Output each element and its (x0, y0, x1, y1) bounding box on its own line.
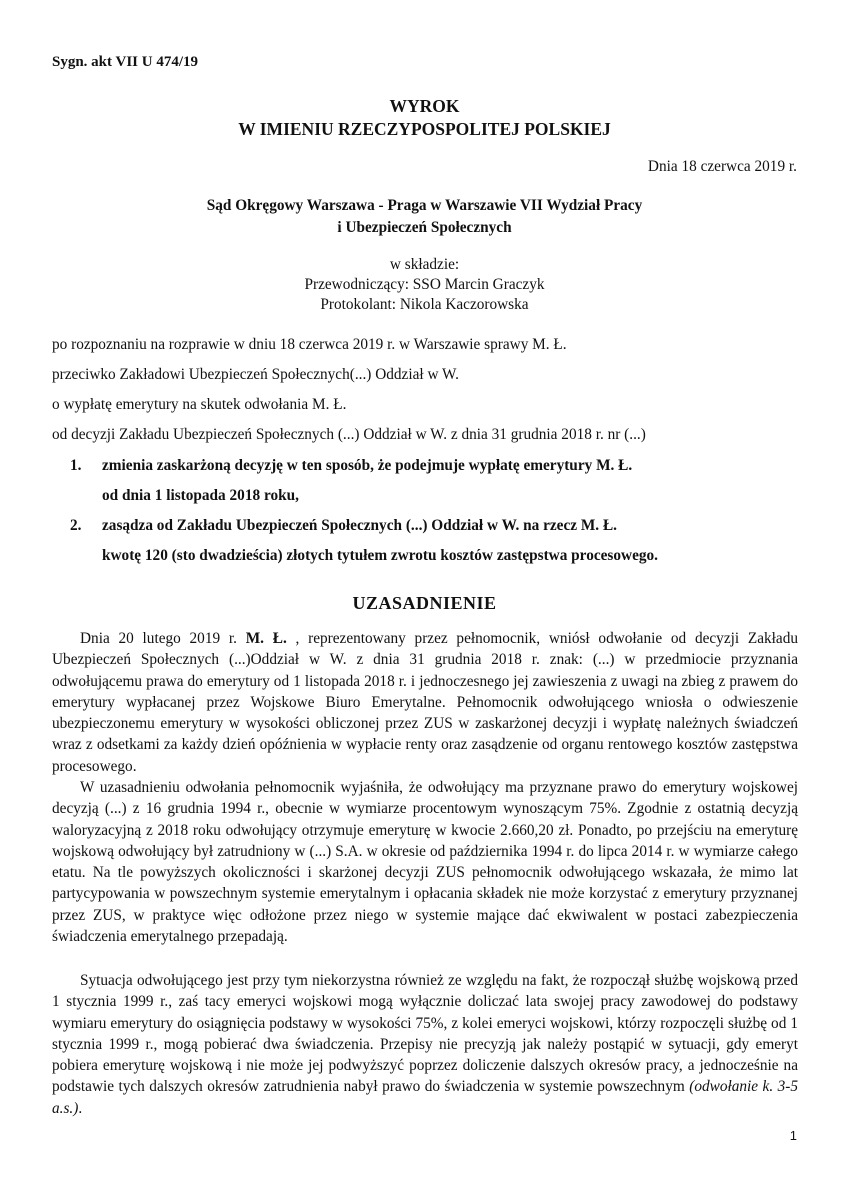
court-name-line1: Sąd Okręgowy Warszawa - Praga w Warszawie VII Wydział Pracy (206, 197, 643, 214)
ruling-item-text: zmienia zaskarżoną decyzję w ten sposób, że podejmuje wypłatę emerytury M. Ł. (102, 457, 633, 474)
intro-line-against: przeciwko Zakładowi Ubezpieczeń Społecznych(...) Oddział w W. (52, 366, 459, 383)
case-signature: Sygn. akt VII U 474/19 (52, 54, 199, 70)
intro-line-hearing: po rozpoznaniu na rozprawie w dniu 18 czerwca 2019 r. w Warszawie sprawy M. Ł. (52, 336, 567, 353)
judgment-subtitle: W IMIENIU RZECZYPOSPOLITEJ POLSKIEJ (238, 119, 611, 139)
intro-line-decision: od decyzji Zakładu Ubezpieczeń Społecznych (...) Oddział w W. z dnia 31 grudnia 2018 r. nr (...) (52, 426, 646, 443)
justification-paragraph: W uzasadnieniu odwołania pełnomocnik wyjaśniła, że odwołujący ma przyznane prawo do emerytury wojskowej decyzją (...) z 16 grudnia 1994 r., obecnie w wymiarze procentowym wynoszącym 75%. Zgodnie z ostatnią decyzją waloryzacyjną z 2018 roku odwołujący otrzymuje emeryturę w kwocie 2.660,20 zł. Ponadto, po przejściu na emeryturę wojskową odwołujący był zatrudniony w (...) S.A. w okresie od października 1994 r. do lipca 2014 r. w wymiarze całego etatu. Na tle powyższych okoliczności i skarżonej decyzji ZUS pełnomocnik odwołującego wskazała, że mimo lat partycypowania w powszechnym systemie emerytalnym i opłacania składek nie może korzystać z emerytury przyznanej przez ZUS, w praktyce więc odłożone przez niego w systemie mające dać ekwiwalent w postaci zabezpieczenia świadczenia emerytalnego przepadają. (52, 779, 798, 946)
justification-heading: UZASADNIENIE (352, 593, 497, 613)
composition-label: w składzie: (389, 256, 460, 273)
justification-paragraph: Dnia 20 lutego 2019 r. M. Ł. , reprezentowany przez pełnomocnik, wniósł odwołanie od decyzji Zakładu Ubezpieczeń Społecznych (...)Oddział w W. z dnia 31 grudnia 2018 r. znak: (...) w przedmiocie przyznania odwołującemu prawa do emerytury od 1 listopada 2018 r. i jednoczesnego jej zawieszenia z uwagi na zbieg z prawem do emerytury wypłacanej przez Wojskowe Biuro Emerytalne. Pełnomocnik odwołującego wniosła o odwieszenie ubezpieczonemu emerytury w wysokości obliczonej przez ZUS w zaskarżonej decyzji i wypłatę należnych świadczeń wraz z odsetkami za każdy dzień opóźnienia w wypłacie renty oraz zasądzenie od organu rentowego kosztów zastępstwa procesowego. (52, 630, 798, 775)
party-name: M. Ł. (245, 630, 287, 647)
ruling-item-text: kwotę 120 (sto dwadzieścia) złotych tytułem zwrotu kosztów zastępstwa procesowego. (102, 547, 658, 564)
ruling-item-number: 2. (70, 517, 82, 534)
intro-line-subject: o wypłatę emerytury na skutek odwołania M. Ł. (52, 396, 347, 413)
page-number: 1 (789, 1128, 797, 1143)
citation: (odwołanie k. 3-5 a.s.) (52, 1078, 798, 1117)
court-name-line2: i Ubezpieczeń Społecznych (337, 219, 512, 236)
ruling-item-text: od dnia 1 listopada 2018 roku, (102, 487, 299, 504)
presiding-judge: Przewodniczący: SSO Marcin Graczyk (304, 276, 545, 293)
ruling-item-number: 1. (70, 457, 82, 474)
court-clerk: Protokolant: Nikola Kaczorowska (320, 296, 529, 313)
ruling-item-text: zasądza od Zakładu Ubezpieczeń Społecznych (...) Oddział w W. na rzecz M. Ł. (102, 517, 617, 534)
judgment-title: WYROK (389, 96, 460, 116)
judgment-date: Dnia 18 czerwca 2019 r. (647, 158, 797, 175)
justification-paragraph: Sytuacja odwołującego jest przy tym niekorzystna również ze względu na fakt, że rozpoczął służbę wojskową przed 1 stycznia 1999 r., zaś tacy emeryci wojskowi mogą wyłącznie doliczać lata swojej pracy zawodowej do podstawy wymiaru emerytury do osiągnięcia podstawy w wysokości 75%, z kolei emeryci wojskowi, którzy rozpoczęli służbę od 1 stycznia 1999 r., mogą pobierać dwa świadczenia. Przepisy nie precyzją jak należy postąpić w sytuacji, gdy emeryt pobiera emeryturę wojskową i nie może jej podwyższyć poprzez doliczenie dalszych okresów pracy, a jednocześnie na podstawie tych dalszych okresów zatrudnienia nabył prawo do świadczenia w systemie powszechnym (odwołanie k. 3-5 a.s.). (52, 972, 798, 1117)
